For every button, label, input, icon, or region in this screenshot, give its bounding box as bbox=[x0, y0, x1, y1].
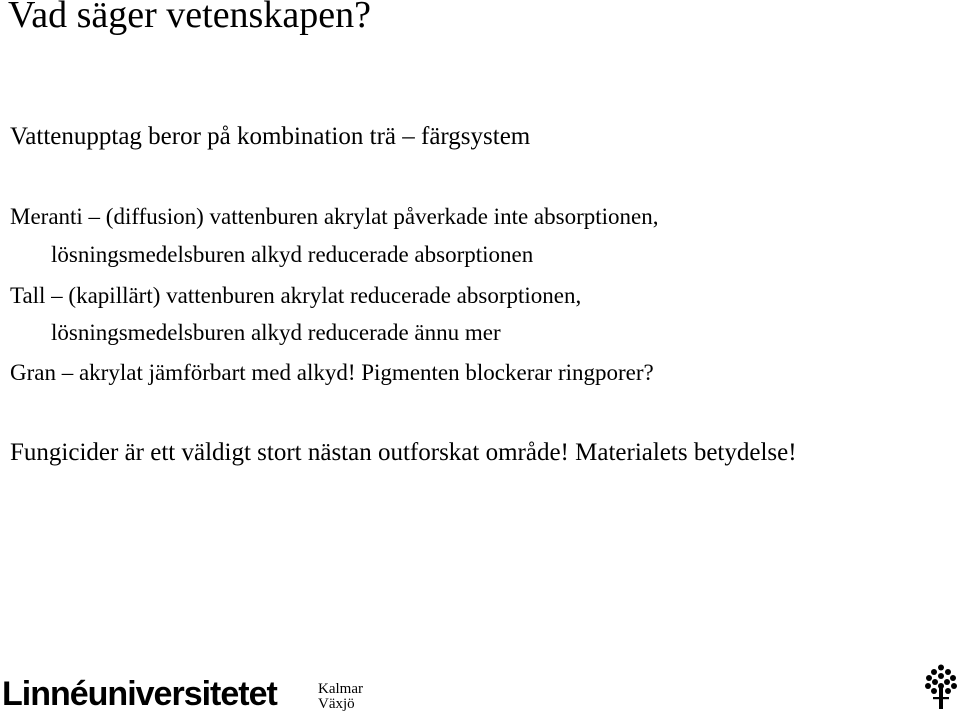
logo-city-vaxjo: Växjö bbox=[318, 696, 355, 712]
tall-line: Tall – (kapillärt) vattenburen akrylat reducerade absorptionen, bbox=[10, 283, 582, 308]
fungicide-line: Fungicider är ett väldigt stort nästan outforskat område! Materialets betydelse! bbox=[10, 439, 797, 466]
logo-wordmark: Linnéuniversitetet bbox=[2, 675, 277, 713]
logo-city-kalmar: Kalmar bbox=[318, 681, 363, 697]
slide-title: Vad säger vetenskapen? bbox=[8, 0, 371, 36]
tall-continuation: lösningsmedelsburen alkyd reducerade ännu mer bbox=[51, 320, 501, 345]
intro-line: Vattenupptag beror på kombination trä – färgsystem bbox=[10, 123, 531, 150]
meranti-line: Meranti – (diffusion) vattenburen akrylat påverkade inte absorptionen, bbox=[10, 204, 659, 229]
meranti-continuation: lösningsmedelsburen alkyd reducerade absorptionen bbox=[51, 242, 534, 267]
university-logo bbox=[0, 668, 380, 713]
gran-line: Gran – akrylat jämförbart med alkyd! Pigmenten blockerar ringporer? bbox=[10, 360, 654, 385]
tree-icon bbox=[924, 664, 958, 710]
